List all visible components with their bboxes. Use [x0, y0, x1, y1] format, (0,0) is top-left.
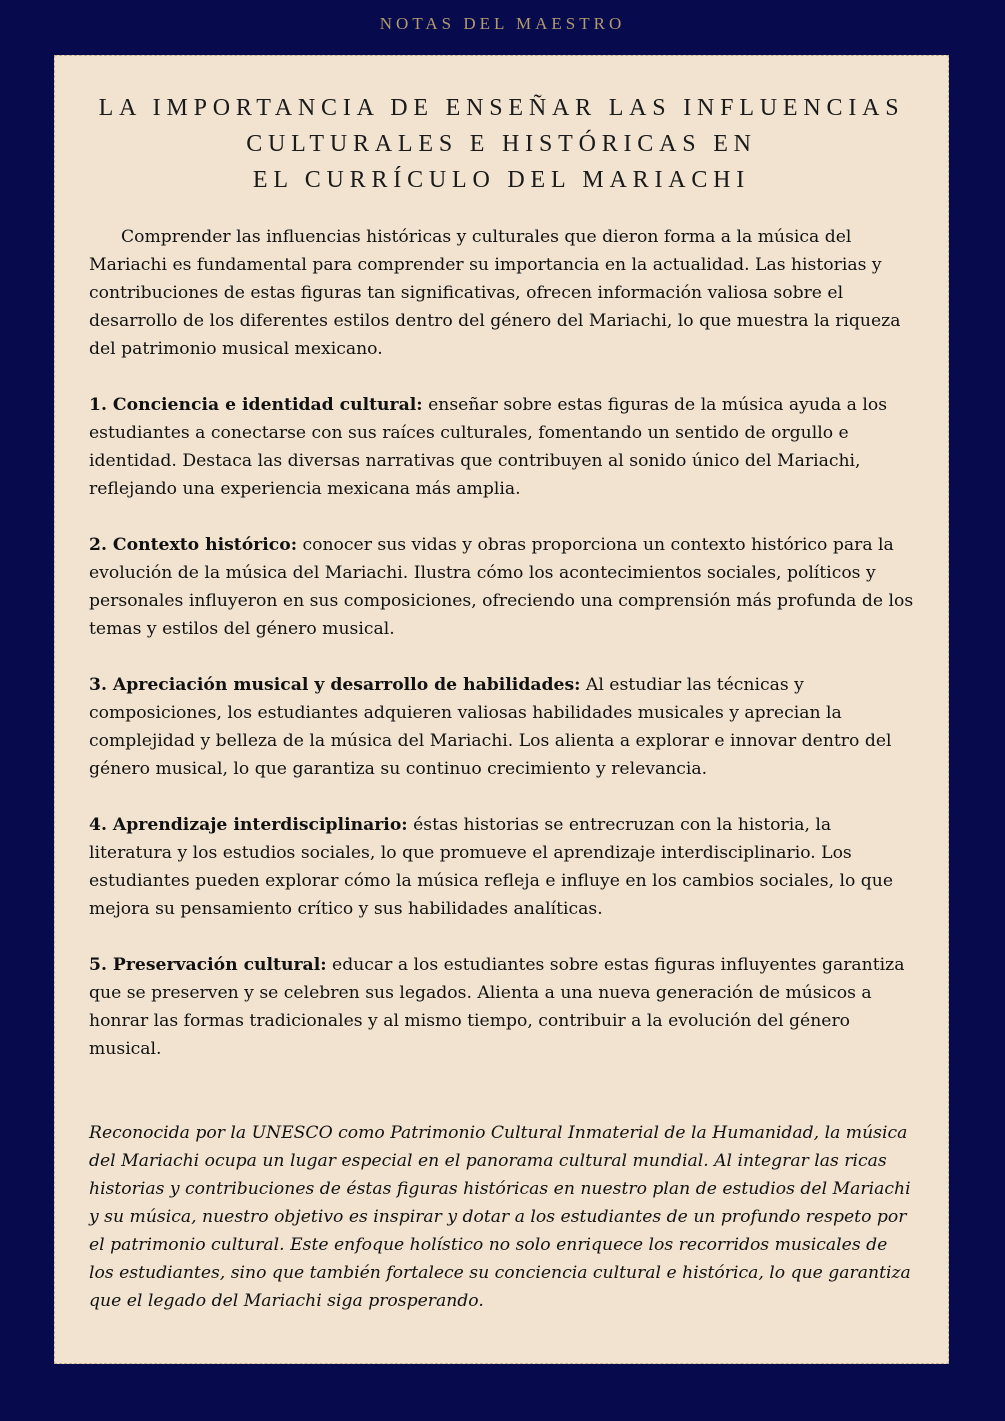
closing-paragraph: Reconocida por la UNESCO como Patrimonio Cultural Inmaterial de la Humanidad, la música del Mariachi ocupa un lugar especial en el panorama cultural mundial. Al integrar las ricas historias y contribuciones de éstas figuras históricas en nuestro plan de estudios del Mariachi y su música, nuestro objetivo es inspirar y dotar a los estudiantes de un profundo respeto por el patrimonio cultural. Este enfoque holístico no solo enriquece los recorridos musicales de los estudiantes, sino que también fortalece su conciencia cultural e histórica, lo que garantiza que el legado del Mariachi siga prosperando. [89, 1123, 911, 1311]
point-heading: 4. Aprendizaje interdisciplinario: [89, 815, 408, 835]
point-paragraph-1 [89, 391, 914, 503]
article-title-line: CULTURALES E HISTÓRICAS EN [246, 131, 757, 157]
point-text: Al estudiar las técnicas y composiciones, los estudiantes adquieren valiosas habilidades musicales y aprecian la complejidad y belleza de la música del Mariachi. Los alienta a explorar e innovar dentro del género musical, lo que garantiza su continuo crecimiento y relevancia. [89, 675, 892, 779]
article-page [54, 55, 949, 1364]
point-text: enseñar sobre estas figuras de la música ayuda a los estudiantes a conectarse con sus raíces culturales, fomentando un sentido de orgullo e identidad. Destaca las diversas narrativas que contribuyen al sonido único del Mariachi, reflejando una experiencia mexicana más amplia. [89, 395, 888, 499]
article-title [89, 90, 914, 198]
point-heading: 3. Apreciación musical y desarrollo de habilidades: [89, 675, 581, 695]
point-text: éstas historias se entrecruzan con la historia, la literatura y los estudios sociales, lo que promueve el aprendizaje interdisciplinario. Los estudiantes pueden explorar cómo la música refleja e influye en los cambios sociales, lo que mejora su pensamiento crítico y sus habilidades analíticas. [89, 815, 894, 919]
point-heading: 5. Preservación cultural: [89, 955, 327, 975]
section-header-label: NOTAS DEL MAESTRO [379, 14, 626, 33]
point-text: educar a los estudiantes sobre estas figuras influyentes garantiza que se preserven y se celebren sus legados. Alienta a una nueva generación de músicos a honrar las formas tradicionales y al mismo tiempo, contribuir a la evolución del género musical. [89, 955, 905, 1059]
intro-paragraph: Comprender las influencias históricas y culturales que dieron forma a la música del Mariachi es fundamental para comprender su importancia en la actualidad. Las historias y contribuciones de estas figuras tan significativas, ofrecen información valiosa sobre el desarrollo de los diferentes estilos dentro del género del Mariachi, lo que muestra la riqueza del patrimonio musical mexicano. [89, 227, 901, 359]
point-paragraph-4 [89, 811, 914, 923]
point-heading: 1. Conciencia e identidad cultural: [89, 395, 423, 415]
point-paragraph-5 [89, 951, 914, 1063]
article-title-line: LA IMPORTANCIA DE ENSEÑAR LAS INFLUENCIAS [98, 95, 905, 121]
point-heading: 2. Contexto histórico: [89, 535, 298, 555]
point-paragraph-2 [89, 531, 914, 643]
point-paragraph-3 [89, 671, 914, 783]
article-title-line: EL CURRÍCULO DEL MARIACHI [252, 167, 751, 193]
point-text: conocer sus vidas y obras proporciona un contexto histórico para la evolución de la música del Mariachi. Ilustra cómo los acontecimientos sociales, políticos y personales influyeron en sus composiciones, ofreciendo una comprensión más profunda de los temas y estilos del género musical. [89, 535, 914, 639]
